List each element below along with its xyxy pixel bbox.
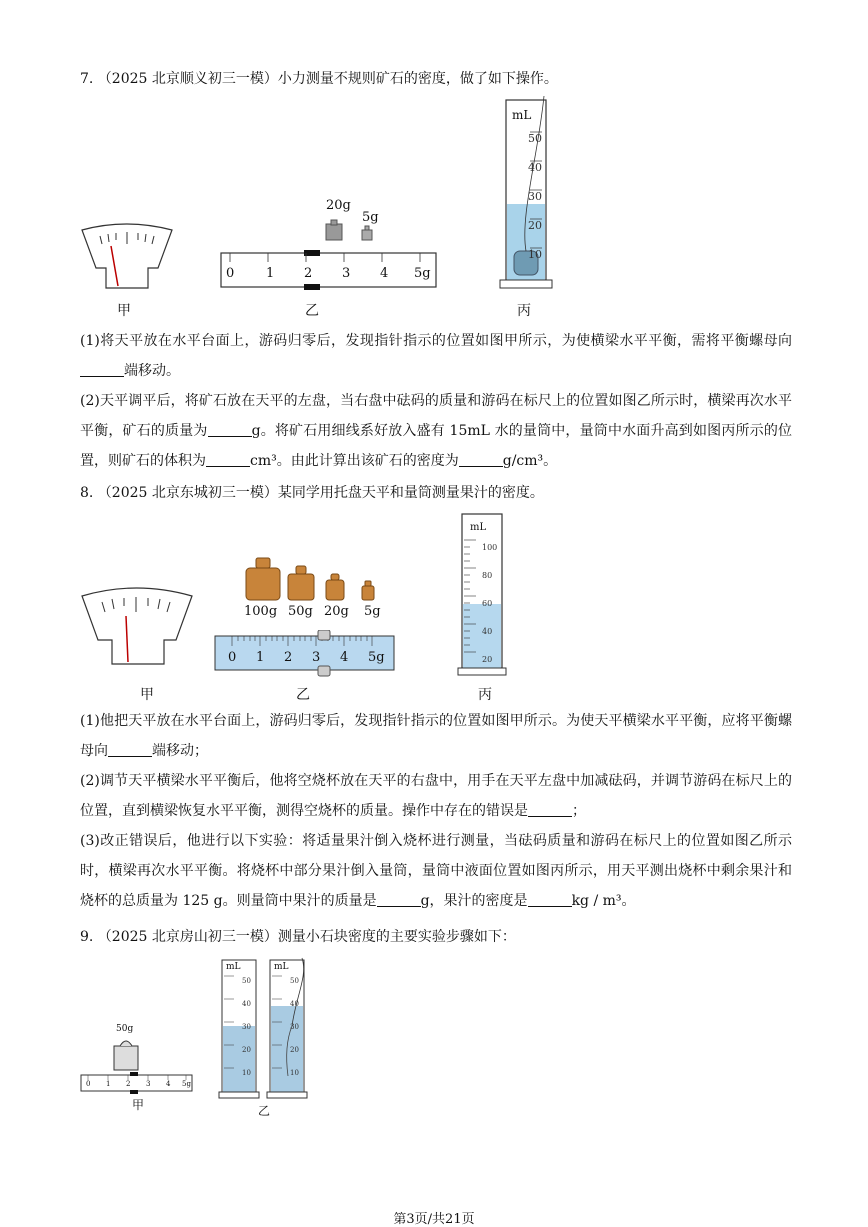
tick-label: 3 [146, 1080, 151, 1088]
q7-cap-a: 甲 [117, 303, 131, 319]
q9-weight-icon [108, 1034, 148, 1072]
tick-label: 5g [414, 266, 431, 281]
tick-label: 2 [126, 1080, 131, 1088]
cyl-mark: 50 [242, 977, 251, 985]
answer-blank[interactable] [80, 362, 124, 377]
tick-label: 4 [166, 1080, 171, 1088]
cyl-mark: 10 [242, 1069, 251, 1077]
answer-blank[interactable] [459, 452, 503, 467]
q9-cylinder-left [218, 956, 260, 1102]
q8-part3 [80, 826, 792, 916]
q7-cyl-unit: mL [512, 108, 532, 122]
tick-label: 1 [106, 1080, 111, 1088]
q8-part3-text: (3)改正错误后，他进行以下实验：将适量果汁倒入烧杯进行测量，当砝码质量和游码在标尺上的位置如图乙所示时，横梁再次水平平衡。将烧杯中部分果汁倒入量筒，量筒中液面位置如图丙所示，用天平测出烧杯中剩余果汁和烧杯的总质量为 125 g。则量筒中果汁的质量是 [80, 833, 792, 909]
tick-label: 5g [368, 650, 385, 665]
q7-part2 [80, 386, 792, 476]
tick-label: 2 [304, 266, 313, 281]
cyl-mark: 30 [528, 190, 542, 203]
q8-cap-c: 丙 [478, 687, 492, 703]
cyl-mark: 20 [242, 1046, 251, 1054]
q7-part1 [80, 326, 792, 386]
cyl-mark: 50 [528, 132, 542, 145]
q8-weights-icon [240, 556, 390, 604]
q7-weight-label-5g: 5g [362, 210, 379, 225]
q9-heading: 9. （2025 北京房山初三一模）测量小石块密度的主要实验步骤如下： [80, 929, 516, 945]
tick-label: 5g [182, 1080, 191, 1088]
cyl-mark: 80 [482, 571, 493, 580]
answer-blank[interactable] [528, 892, 572, 907]
tick-label: 3 [342, 266, 351, 281]
q7-balance-dial [78, 222, 178, 292]
q8-weight-label: 20g [324, 604, 349, 619]
answer-blank[interactable] [528, 802, 572, 817]
q9-scale-ruler [80, 1072, 194, 1094]
tick-label: 3 [312, 650, 321, 665]
tick-label: 0 [86, 1080, 91, 1088]
q8-weight-label: 5g [364, 604, 381, 619]
cyl-mark: 20 [290, 1046, 299, 1054]
q7-scale-ruler [220, 250, 438, 292]
cyl-mark: 20 [528, 219, 542, 232]
q8-weight-label: 100g [244, 604, 278, 619]
q8-part2 [80, 766, 792, 826]
q7-part2-text-c: cm³。由此计算出该矿石的密度为 [250, 453, 459, 469]
q9-cap-a: 甲 [132, 1098, 145, 1112]
q7-weights-icon [322, 218, 382, 246]
cyl-mark: 100 [482, 543, 498, 552]
answer-blank[interactable] [206, 452, 250, 467]
q8-part3-text-b: g，果汁的密度是 [420, 893, 528, 909]
cyl-mark: 30 [290, 1023, 299, 1031]
tick-label: 0 [226, 266, 235, 281]
q8-cyl-unit: mL [470, 522, 487, 533]
cyl-mark: 30 [242, 1023, 251, 1031]
q7-cyl-marks [528, 124, 542, 269]
q7-cap-c: 丙 [517, 303, 531, 319]
q8-part1 [80, 706, 792, 766]
cyl-mark: 20 [482, 655, 493, 664]
q9-cap-b: 乙 [258, 1104, 271, 1118]
cyl-mark: 40 [528, 161, 542, 174]
cyl-mark: 60 [482, 599, 493, 608]
q8-cap-a: 甲 [140, 687, 154, 703]
q7-part1-text: (1)将天平放在水平台面上，游码归零后，发现指针指示的位置如图甲所示，为使横梁水平平衡，需将平衡螺母向 [80, 333, 792, 349]
q7-part2-text-d: g/cm³。 [502, 453, 558, 469]
q7-heading: 7. （2025 北京顺义初三一模）小力测量不规则矿石的密度，做了如下操作。 [80, 71, 558, 87]
q9-cyl-marks-right [290, 970, 299, 1085]
q9-cyl-unit: mL [226, 962, 241, 972]
cyl-mark: 50 [290, 977, 299, 985]
q7-part2-text: (2)天平调平后，将矿石放在天平的左盘，当右盘中砝码的质量和游码在标尺上的位置如图乙所示时，横梁再次水平平衡，矿石的质量为 [80, 393, 792, 439]
tick-label: 2 [284, 650, 293, 665]
q8-cyl-marks [482, 534, 497, 674]
q8-weight-label: 50g [288, 604, 313, 619]
tick-label: 4 [340, 650, 349, 665]
cyl-mark: 40 [482, 627, 493, 636]
cyl-mark: 10 [290, 1069, 299, 1077]
tick-label: 1 [266, 266, 275, 281]
answer-blank[interactable] [377, 892, 421, 907]
q8-heading: 8. （2025 北京东城初三一模）某同学用托盘天平和量筒测量果汁的密度。 [80, 485, 544, 501]
cyl-mark: 10 [528, 248, 542, 261]
tick-label: 4 [380, 266, 389, 281]
q7-part2-text-b: g。将矿石用细线系好放入盛有 15mL 水的量筒中，量筒中水面升高到如图丙所示的位置，则矿石的体积为 [80, 423, 793, 469]
cyl-mark: 40 [242, 1000, 251, 1008]
cyl-mark: 40 [290, 1000, 299, 1008]
q9-weight-label: 50g [116, 1024, 134, 1034]
q7-measuring-cylinder [498, 96, 556, 292]
tick-label: 0 [228, 650, 237, 665]
q8-part3-tail: kg / m³。 [571, 893, 636, 909]
q8-balance-dial [78, 586, 196, 668]
q9-cylinder-right [266, 956, 312, 1102]
q7-weight-label-20g: 20g [326, 198, 351, 213]
q7-part1-tail: 端移动。 [124, 363, 180, 379]
q8-part1-text: (1)他把天平放在水平台面上，游码归零后，发现指针指示的位置如图甲所示。为使天平横梁水平平衡，应将平衡螺母向 [80, 713, 792, 759]
q7-cap-b: 乙 [305, 303, 319, 319]
q8-part2-tail: ； [572, 803, 586, 819]
tick-label: 1 [256, 650, 265, 665]
q9-cyl-marks-left [242, 970, 251, 1085]
q9-cyl-unit-right: mL [274, 962, 289, 972]
answer-blank[interactable] [208, 422, 252, 437]
answer-blank[interactable] [108, 742, 152, 757]
q8-part1-tail: 端移动； [152, 743, 208, 759]
page-number: 第3页/共21页 [393, 1212, 475, 1227]
q8-cap-b: 乙 [296, 687, 310, 703]
q8-part2-text: (2)调节天平横梁水平平衡后，他将空烧杯放在天平的右盘中，用手在天平左盘中加减砝码，并调节游码在标尺上的位置，直到横梁恢复水平平衡，测得空烧杯的质量。操作中存在的错误是 [80, 773, 792, 819]
